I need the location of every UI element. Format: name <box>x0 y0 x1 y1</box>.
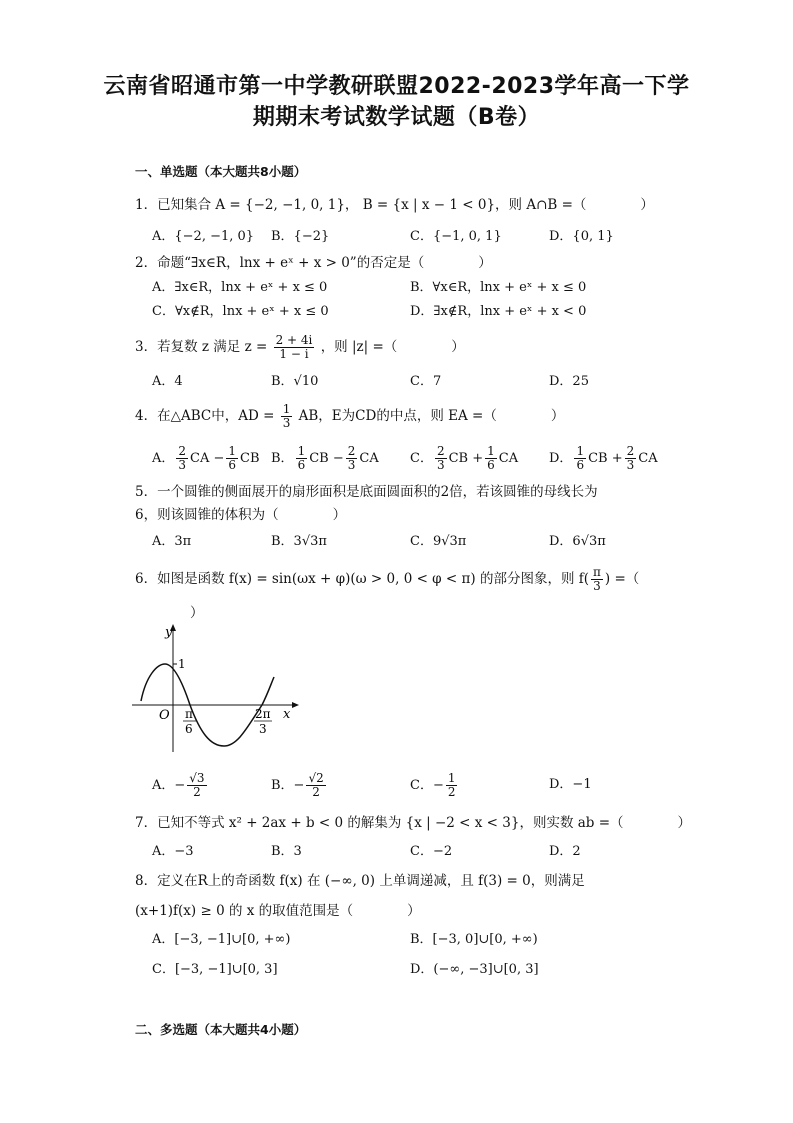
q6-fraction-den: 3 <box>593 579 601 593</box>
q4-a-frac1-den: 3 <box>178 458 187 472</box>
q6-option-b <box>271 772 328 799</box>
q4-d-letter: D． <box>549 451 573 466</box>
q4-a-frac2-num: 1 <box>228 444 237 458</box>
q4-d-frac2-den: 3 <box>626 458 635 472</box>
q8-option-c: C．[−3, −1]∪[0, 3] <box>152 962 278 977</box>
q4-stem-pre: 4．在△ABC中，AD = <box>135 408 275 424</box>
q4-a-vec2: CB <box>240 451 260 466</box>
q4-fraction-num: 1 <box>282 402 291 416</box>
q4-stem-post: AB，E为CD的中点，则 EA =（ ） <box>298 408 565 424</box>
q6-option-d: D．−1 <box>549 777 592 792</box>
q4-d-frac1 <box>574 445 586 472</box>
section-heading-single-choice: 一、单选题（本大题共8小题） <box>135 164 307 179</box>
q2-option-b: B．∀x∈R，lnx + eˣ + x ≤ 0 <box>410 280 587 295</box>
question-6 <box>135 566 639 593</box>
q4-option-a <box>152 445 260 472</box>
q6-a-num: √3 <box>189 771 205 785</box>
q2-option-a: A．∃x∈R，lnx + eˣ + x ≤ 0 <box>152 280 328 295</box>
q6-option-a <box>152 772 209 799</box>
x-tick2-den: 3 <box>259 722 267 736</box>
question-3 <box>135 334 465 361</box>
q4-b-frac1-den: 6 <box>297 458 306 472</box>
q6-a-letter: A．− <box>152 778 186 793</box>
q3-option-c: C．7 <box>410 374 442 389</box>
q6-a-frac <box>187 772 206 799</box>
x-tick1-den: 6 <box>185 722 193 736</box>
q4-b-letter: B． <box>271 451 294 466</box>
question-8-line2: (x+1)f(x) ≥ 0 的 x 的取值范围是（ ） <box>135 903 421 919</box>
q4-d-vec2: CA <box>638 451 658 466</box>
q2-option-d: D．∃x∉R，lnx + eˣ + x < 0 <box>410 304 587 319</box>
q4-a-vec1: CA − <box>190 451 225 466</box>
q1-option-a: A．{−2, −1, 0} <box>152 229 255 244</box>
q4-c-vec1: CB + <box>448 451 484 466</box>
q4-b-frac1 <box>296 445 308 472</box>
q4-c-frac1 <box>435 445 447 472</box>
q4-b-vec1: CB − <box>309 451 344 466</box>
q6-c-letter: C．− <box>410 778 444 793</box>
q3-fraction-num: 2 + 4i <box>275 333 313 347</box>
q4-a-frac1-num: 2 <box>178 444 187 458</box>
q6-c-num: 1 <box>447 771 456 785</box>
x-tick1-num: π <box>185 707 193 721</box>
q4-d-frac1-den: 6 <box>576 458 585 472</box>
x-axis-arrow-icon <box>292 702 299 708</box>
q4-c-letter: C． <box>410 451 433 466</box>
q6-b-den: 2 <box>312 785 320 799</box>
q7-option-b: B．3 <box>271 844 302 859</box>
q6-c-frac <box>446 772 458 799</box>
q4-option-d <box>549 445 658 472</box>
q6-fraction-num: π <box>593 565 601 579</box>
q6-option-c <box>410 772 459 799</box>
q1-option-b: B．{−2} <box>271 229 330 244</box>
q4-a-frac2-den: 6 <box>228 458 237 472</box>
q4-c-frac1-den: 3 <box>436 458 445 472</box>
q2-option-c: C．∀x∉R，lnx + eˣ + x ≤ 0 <box>152 304 329 319</box>
q4-a-frac2 <box>226 445 238 472</box>
x-axis-label: x <box>283 707 291 722</box>
question-7: 7．已知不等式 x² + 2ax + b < 0 的解集为 {x | −2 < x < 3}，则实数 ab =（ ） <box>135 815 692 831</box>
question-5-line2: 6，则该圆锥的体积为（ ） <box>135 507 347 523</box>
q5-option-b: B．3√3π <box>271 534 327 549</box>
q4-c-frac2 <box>485 445 497 472</box>
q4-c-frac2-den: 6 <box>487 458 495 472</box>
q4-b-frac1-num: 1 <box>297 444 306 458</box>
q6-stem-post: ) =（ <box>604 571 640 587</box>
question-2: 2．命题“∃x∈R，lnx + eˣ + x > 0”的否定是（ ） <box>135 255 492 271</box>
q4-option-b <box>271 445 379 472</box>
q4-fraction-den: 3 <box>282 416 291 430</box>
q5-option-d: D．6√3π <box>549 534 606 549</box>
origin-label: O <box>159 708 170 723</box>
sine-graph <box>132 622 302 752</box>
q6-b-letter: B．− <box>271 778 305 793</box>
q3-fraction-den: 1 − i <box>279 347 309 361</box>
q4-b-frac2-den: 3 <box>347 458 356 472</box>
q7-option-a: A．−3 <box>152 844 194 859</box>
q4-c-frac1-num: 2 <box>436 444 445 458</box>
question-4 <box>135 403 564 430</box>
q8-option-d: D．(−∞, −3]∪[0, 3] <box>410 962 539 977</box>
question-8-line1: 8．定义在R上的奇函数 f(x) 在 (−∞, 0) 上单调递减，且 f(3) = 0，则满足 <box>135 873 585 889</box>
q1-option-c: C．{−1, 0, 1} <box>410 229 502 244</box>
q4-b-frac2-num: 2 <box>347 444 356 458</box>
q4-a-frac1 <box>176 445 188 472</box>
q3-option-d: D．25 <box>549 374 589 389</box>
q4-b-frac2 <box>346 445 358 472</box>
q3-stem-pre: 3．若复数 z 满足 z = <box>135 339 268 355</box>
q8-option-a: A．[−3, −1]∪[0, +∞) <box>152 932 291 947</box>
q3-stem-post: ，则 |z| =（ ） <box>320 339 465 355</box>
q6-close-paren: ） <box>190 605 204 621</box>
q4-b-vec2: CA <box>359 451 379 466</box>
q4-c-vec2: CA <box>498 451 519 466</box>
y-axis-label: y <box>165 625 173 640</box>
q6-a-den: 2 <box>193 785 201 799</box>
q6-c-den: 2 <box>447 785 456 799</box>
q6-b-num: √2 <box>308 771 324 785</box>
q6-stem-pre: 6．如图是函数 f(x) = sin(ωx + φ)(ω > 0, 0 < φ < π) 的部分图象，则 f( <box>135 571 590 587</box>
q4-option-c <box>410 445 518 472</box>
q4-d-vec1: CB + <box>588 451 623 466</box>
q4-fraction <box>281 403 293 430</box>
question-1: 1．已知集合 A = {−2, −1, 0, 1}， B = {x | x − 1 < 0}，则 A∩B =（ ） <box>135 197 654 213</box>
q6-b-frac <box>306 772 325 799</box>
q4-d-frac2 <box>625 445 637 472</box>
q7-option-c: C．−2 <box>410 844 453 859</box>
q6-fraction <box>591 566 603 593</box>
section-heading-multi-choice: 二、多选题（本大题共4小题） <box>135 1022 307 1037</box>
q3-option-a: A．4 <box>152 374 183 389</box>
q4-c-frac2-num: 1 <box>487 444 495 458</box>
exam-title-line1: 云南省昭通市第一中学教研联盟2022-2023学年高一下学 <box>103 74 690 99</box>
q5-option-c: C．9√3π <box>410 534 467 549</box>
q1-option-d: D．{0, 1} <box>549 229 614 244</box>
q3-option-b: B．√10 <box>271 374 319 389</box>
exam-title-line2: 期期末考试数学试题（B卷） <box>252 105 541 130</box>
q5-option-a: A．3π <box>152 534 192 549</box>
x-tick2-num: 2π <box>255 707 271 721</box>
q7-option-d: D．2 <box>549 844 581 859</box>
q4-d-frac2-num: 2 <box>626 444 635 458</box>
q3-fraction <box>274 334 315 361</box>
q4-d-frac1-num: 1 <box>576 444 585 458</box>
q4-a-letter: A． <box>152 451 175 466</box>
q8-option-b: B．[−3, 0]∪[0, +∞) <box>410 932 538 947</box>
y-tick-label: 1 <box>178 657 186 671</box>
question-5-line1: 5．一个圆锥的侧面展开的扇形面积是底面圆面积的2倍，若该圆锥的母线长为 <box>135 484 598 500</box>
